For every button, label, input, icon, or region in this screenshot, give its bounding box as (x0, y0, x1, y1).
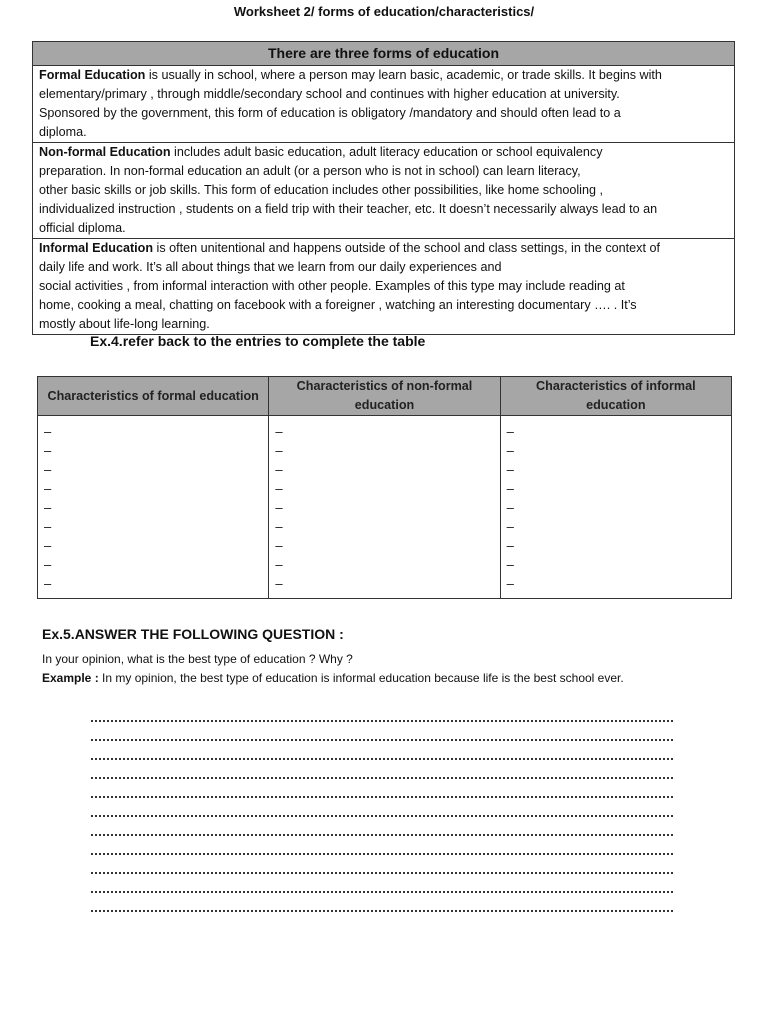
form-row-line: preparation. In non-formal education an adult (or a person who is not in school) can learn literacy, (39, 164, 581, 178)
answer-dash: – (275, 462, 283, 477)
answer-dash: – (506, 500, 514, 515)
formal-answer-cell[interactable] (38, 416, 269, 599)
answer-line[interactable] (91, 741, 673, 760)
example-sentence: In my opinion, the best type of education is informal education because life is the best school ever. (98, 671, 624, 685)
answer-dash: – (44, 557, 52, 572)
answer-dash: – (275, 538, 283, 553)
answer-dash: – (506, 481, 514, 496)
example-label: Example : (42, 671, 99, 685)
form-description: includes adult basic education, adult literacy education or school equivalency (170, 145, 603, 159)
answer-dash: – (506, 462, 514, 477)
answer-dash: – (506, 424, 514, 439)
form-term: Informal Education (39, 241, 154, 255)
forms-table-body (33, 66, 734, 334)
answer-dash: – (506, 557, 514, 572)
form-row (33, 142, 734, 238)
form-row-line: official diploma. (39, 221, 126, 235)
answer-dash: – (44, 424, 52, 439)
answer-line[interactable] (91, 874, 673, 893)
form-row-line: diploma. (39, 125, 87, 139)
form-row-line: home, cooking a meal, chatting on facebook with a foreigner , watching an interesting documentary …. . It’s (39, 298, 637, 312)
column-header-non-formal: Characteristics of non-formal education (269, 377, 500, 416)
question-text: In your opinion, what is the best type of education ? Why ? (42, 652, 353, 666)
form-row-line: Sponsored by the government, this form of education is obligatory /mandatory and should often lead to a (39, 106, 621, 120)
answer-dash: – (275, 443, 283, 458)
characteristics-table (37, 376, 732, 599)
form-term: Formal Education (39, 68, 146, 82)
answer-line[interactable] (91, 836, 673, 855)
form-row-line: individualized instruction , students on a field trip with their teacher, etc. It doesn’t necessarily always lead to an (39, 202, 658, 216)
answer-dash: – (275, 424, 283, 439)
form-row-line (39, 66, 728, 85)
form-row-line (39, 239, 728, 258)
form-row (33, 66, 734, 142)
answer-line[interactable] (91, 893, 673, 912)
non-formal-answer-cell[interactable] (269, 416, 500, 599)
column-header-formal: Characteristics of formal education (38, 377, 269, 416)
form-description: is usually in school, where a person may learn basic, academic, or trade skills. It begins with (145, 68, 662, 82)
answer-line[interactable] (91, 779, 673, 798)
form-row-line: social activities , from informal interaction with other people. Examples of this type may include reading at (39, 279, 625, 293)
form-row-line: other basic skills or job skills. This form of education includes other possibilities, like home schooling , (39, 183, 603, 197)
column-header-informal: Characteristics of informal education (500, 377, 731, 416)
exercise-5-title: Ex.5.ANSWER THE FOLLOWING QUESTION : (42, 626, 344, 642)
answer-line[interactable] (91, 703, 673, 722)
answer-dash: – (275, 500, 283, 515)
answer-line[interactable] (91, 722, 673, 741)
answer-line[interactable] (91, 798, 673, 817)
example-text (42, 669, 624, 688)
forms-table-header: There are three forms of education (33, 42, 734, 66)
forms-of-education-table (32, 41, 735, 335)
informal-answer-cell[interactable] (500, 416, 731, 599)
answer-dash: – (275, 481, 283, 496)
answer-dash: – (44, 519, 52, 534)
form-row-line: elementary/primary , through middle/secondary school and continues with higher education at university. (39, 87, 620, 101)
form-row-line (39, 143, 728, 162)
answer-lines (91, 703, 673, 912)
form-row-line: daily life and work. It’s all about things that we learn from our daily experiences and (39, 260, 502, 274)
answer-dash: – (506, 538, 514, 553)
form-term: Non-formal Education (39, 145, 171, 159)
form-row (33, 238, 734, 334)
answer-dash: – (506, 576, 514, 591)
answer-dash: – (506, 443, 514, 458)
answer-dash: – (44, 500, 52, 515)
answer-line[interactable] (91, 817, 673, 836)
page-title: Worksheet 2/ forms of education/characteristics/ (233, 4, 535, 19)
answer-dash: – (44, 443, 52, 458)
form-description: is often unitentional and happens outside of the school and class settings, in the context of (153, 241, 660, 255)
answer-line[interactable] (91, 760, 673, 779)
answer-dash: – (275, 576, 283, 591)
answer-line[interactable] (91, 855, 673, 874)
answer-dash: – (275, 557, 283, 572)
answer-dash: – (44, 481, 52, 496)
answer-dash: – (44, 576, 52, 591)
form-row-line: mostly about life-long learning. (39, 317, 210, 331)
answer-dash: – (44, 538, 52, 553)
answer-dash: – (275, 519, 283, 534)
exercise-4-title: Ex.4.refer back to the entries to complete the table (90, 333, 426, 349)
answer-dash: – (506, 519, 514, 534)
answer-dash: – (44, 462, 52, 477)
